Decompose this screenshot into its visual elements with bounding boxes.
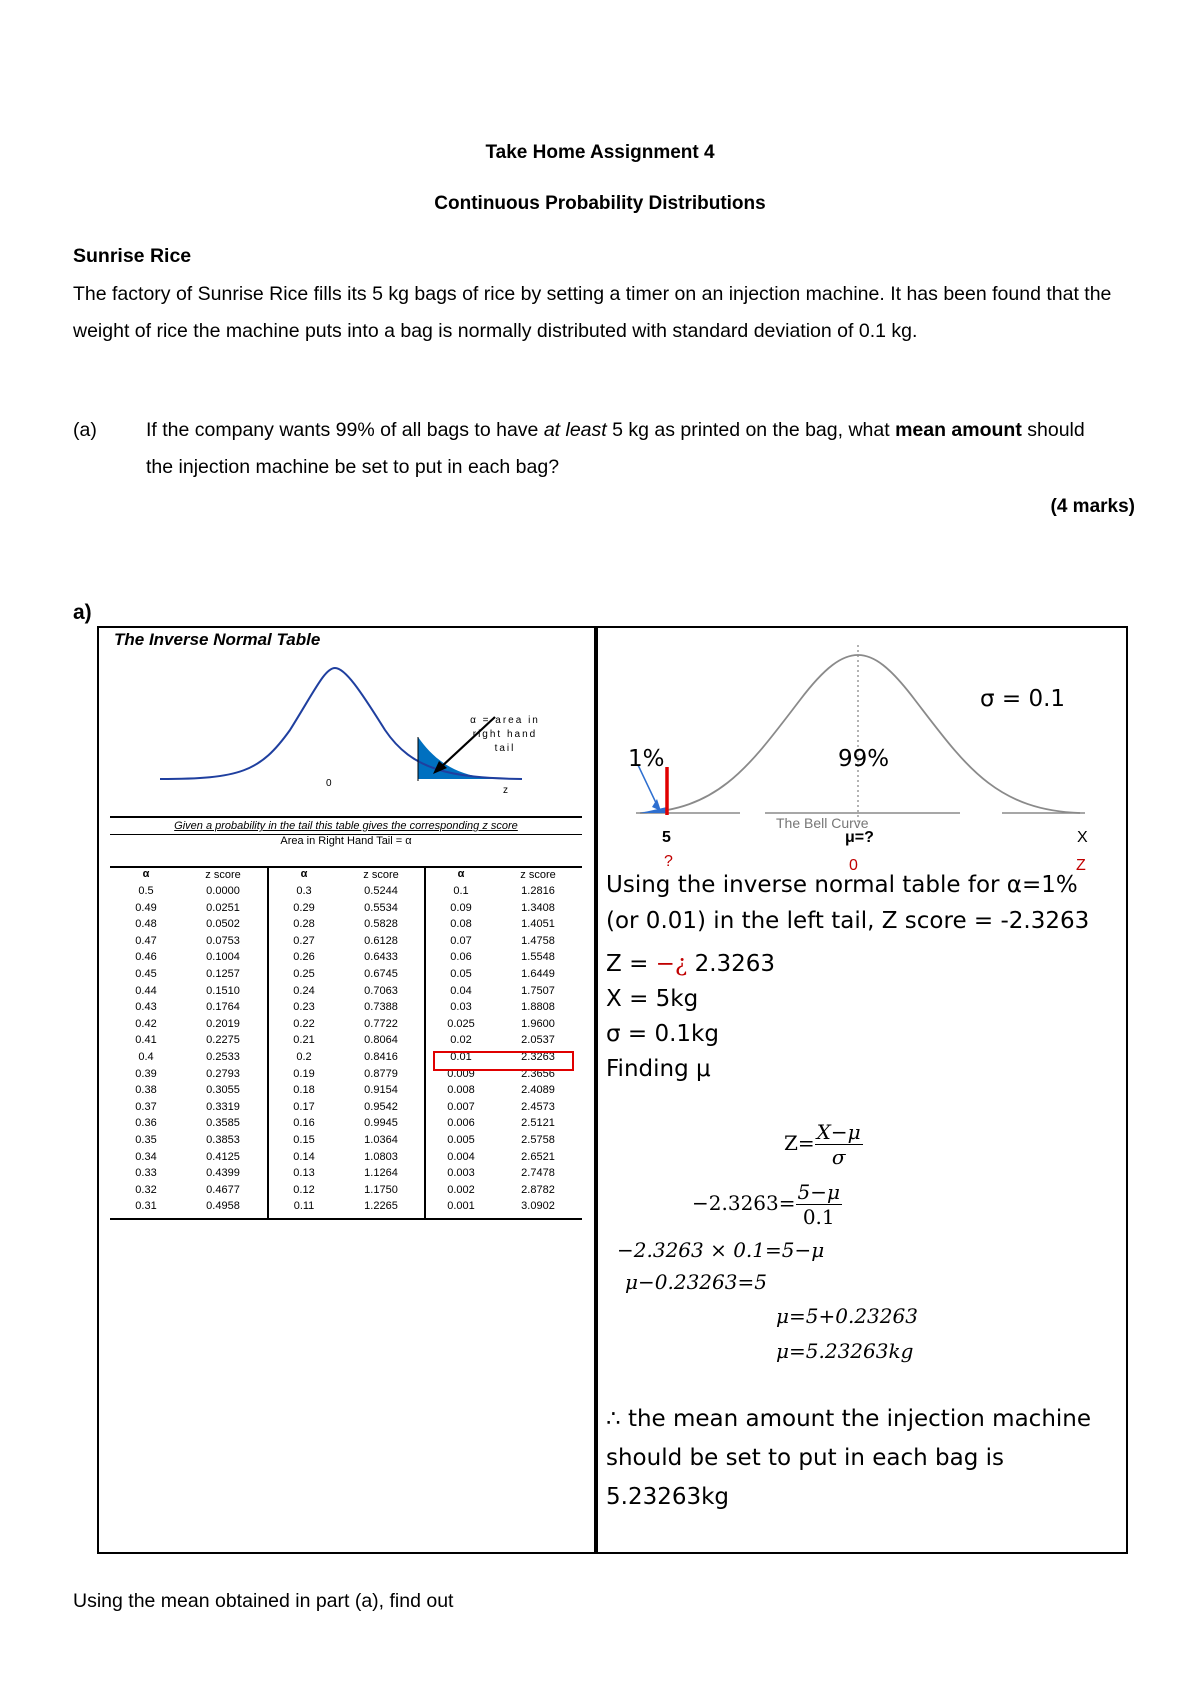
table-cell-z: 2.3656 bbox=[521, 1067, 555, 1080]
table-cell-alpha: 0.17 bbox=[293, 1100, 315, 1113]
table-cell-alpha: 0.05 bbox=[450, 968, 472, 980]
table-cell-z: 1.3408 bbox=[521, 901, 555, 914]
z-value: 2.3263 bbox=[687, 951, 776, 977]
x-label-mu: μ=? bbox=[845, 829, 874, 846]
table-cell-z: 1.1750 bbox=[364, 1183, 398, 1196]
table-cell-z: 0.4677 bbox=[206, 1183, 240, 1196]
page-title: Take Home Assignment 4 bbox=[485, 142, 715, 163]
table-cell-z: 0.3853 bbox=[206, 1134, 240, 1146]
table-cell-alpha: 0.42 bbox=[135, 1017, 157, 1030]
z-label-z: Z bbox=[1076, 857, 1086, 874]
table-cell-alpha: 0.11 bbox=[293, 1200, 315, 1213]
table-cell-alpha: 0.28 bbox=[293, 918, 315, 931]
table-cell-z: 0.1257 bbox=[206, 968, 240, 980]
table-cell-z: 0.8064 bbox=[364, 1034, 398, 1047]
table-cell-z: 0.0000 bbox=[206, 885, 240, 897]
table-cell-z: 0.1764 bbox=[206, 1001, 240, 1014]
table-cell-alpha: 0.06 bbox=[450, 951, 472, 964]
table-cell-z: 0.6128 bbox=[364, 934, 398, 947]
table-cell-alpha: 0.35 bbox=[135, 1134, 157, 1146]
table-header-alpha: α bbox=[457, 868, 465, 880]
table-cell-alpha: 0.43 bbox=[135, 1001, 157, 1014]
table-subcaption: Area in Right Hand Tail = α bbox=[280, 835, 412, 847]
z-label-zero: 0 bbox=[849, 857, 858, 874]
table-cell-alpha: 0.13 bbox=[293, 1167, 315, 1180]
table-cell-alpha: 0.025 bbox=[447, 1017, 475, 1030]
table-cell-alpha: 0.1 bbox=[453, 885, 469, 897]
table-cell-alpha: 0.29 bbox=[293, 901, 315, 914]
table-cell-alpha: 0.002 bbox=[447, 1183, 475, 1196]
formula-step4: μ−0.23263=5 bbox=[625, 1270, 767, 1294]
table-cell-z: 1.1264 bbox=[364, 1167, 398, 1180]
table-cell-z: 0.4399 bbox=[206, 1167, 240, 1180]
working-sigma: σ = 0.1kg bbox=[606, 1021, 719, 1047]
table-cell-alpha: 0.3 bbox=[296, 885, 312, 897]
table-header-alpha: α bbox=[142, 868, 150, 880]
table-cell-z: 2.7478 bbox=[521, 1167, 555, 1180]
table-cell-z: 0.5244 bbox=[364, 885, 398, 897]
table-cell-z: 0.0753 bbox=[206, 934, 240, 947]
table-cell-z: 1.0803 bbox=[364, 1150, 398, 1163]
part-a-emphasis: at least bbox=[543, 419, 607, 441]
table-cell-z: 0.0251 bbox=[206, 901, 240, 914]
table-cell-z: 0.2019 bbox=[206, 1017, 240, 1030]
table-header-z: z score bbox=[205, 869, 241, 881]
table-cell-alpha: 0.33 bbox=[135, 1167, 157, 1180]
problem-body: The factory of Sunrise Rice fills its 5 kg bags of rice by setting a timer on an injection machine. It has been found that the weight of rice the machine puts into a bag is normally distributed with standard deviation of 0.1 kg. bbox=[73, 283, 1112, 342]
table-cell-alpha: 0.07 bbox=[450, 934, 472, 947]
table-cell-alpha: 0.4 bbox=[138, 1051, 154, 1063]
table-cell-z: 1.2816 bbox=[521, 885, 555, 897]
formula-step5: μ=5+0.23263 bbox=[776, 1304, 918, 1328]
table-cell-alpha: 0.44 bbox=[135, 984, 157, 997]
table-cell-alpha: 0.31 bbox=[135, 1200, 157, 1213]
table-cell-z: 0.9945 bbox=[364, 1117, 398, 1130]
axis-zero: 0 bbox=[326, 778, 332, 789]
table-cell-alpha: 0.001 bbox=[447, 1200, 475, 1213]
table-cell-z: 0.1510 bbox=[206, 984, 240, 997]
table-cell-z: 0.4125 bbox=[206, 1150, 240, 1163]
bell-curve bbox=[640, 655, 1080, 813]
part-a-post: should the injection machine be set to put in each bag? bbox=[146, 419, 1085, 478]
working-intro: Using the inverse normal table for α=1% (or 0.01) in the left tail, Z score = -2.3263 bbox=[606, 872, 1090, 934]
table-cell-alpha: 0.34 bbox=[135, 1150, 157, 1163]
table-cell-alpha: 0.005 bbox=[447, 1134, 475, 1146]
table-caption: Given a probability in the tail this table gives the corresponding z score bbox=[174, 820, 518, 832]
table-cell-alpha: 0.46 bbox=[135, 951, 157, 964]
table-cell-z: 0.5828 bbox=[364, 918, 398, 931]
table-cell-alpha: 0.01 bbox=[450, 1051, 472, 1063]
table-cell-alpha: 0.22 bbox=[293, 1017, 315, 1030]
table-cell-z: 3.0902 bbox=[521, 1200, 555, 1213]
part-a-pre: If the company wants 99% of all bags to have bbox=[146, 419, 544, 441]
table-cell-alpha: 0.14 bbox=[293, 1150, 315, 1163]
problem-heading: Sunrise Rice bbox=[73, 245, 192, 267]
part-a-bold: mean amount bbox=[895, 419, 1022, 441]
table-cell-z: 2.0537 bbox=[521, 1034, 555, 1047]
conclusion: ∴ the mean amount the injection machine should be set to put in each bag is 5.23263kg bbox=[606, 1406, 1092, 1510]
table-cell-z: 1.7507 bbox=[521, 984, 555, 997]
table-cell-alpha: 0.47 bbox=[135, 934, 157, 947]
left-percent: 1% bbox=[628, 746, 665, 772]
part-a-mid: 5 kg as printed on the bag, what bbox=[606, 419, 896, 441]
table-cell-z: 2.3263 bbox=[521, 1051, 555, 1063]
table-cell-z: 2.5758 bbox=[521, 1134, 555, 1146]
table-cell-alpha: 0.45 bbox=[135, 968, 157, 980]
table-cell-alpha: 0.12 bbox=[293, 1183, 315, 1196]
table-cell-z: 0.3585 bbox=[206, 1117, 240, 1130]
highlight-box bbox=[433, 1051, 574, 1071]
axis-z: z bbox=[503, 785, 508, 796]
table-header-z: z score bbox=[520, 869, 556, 881]
table-cell-z: 0.9542 bbox=[364, 1100, 398, 1113]
table-cell-z: 0.1004 bbox=[206, 951, 240, 964]
table-cell-z: 2.5121 bbox=[521, 1117, 555, 1130]
table-cell-alpha: 0.008 bbox=[447, 1084, 475, 1097]
table-cell-z: 1.4051 bbox=[521, 918, 555, 931]
z-minus: −¿ bbox=[655, 951, 688, 977]
faded-caption: The Bell Curve bbox=[776, 818, 869, 828]
table-cell-alpha: 0.36 bbox=[135, 1117, 157, 1130]
table-cell-z: 0.7722 bbox=[364, 1017, 398, 1030]
center-percent: 99% bbox=[838, 746, 890, 772]
table-cell-z: 0.2275 bbox=[206, 1034, 240, 1047]
formula-step3: −2.3263 × 0.1=5−μ bbox=[617, 1238, 825, 1262]
table-cell-z: 0.6745 bbox=[364, 968, 398, 980]
table-cell-z: 0.7388 bbox=[364, 1001, 398, 1014]
table-header-alpha: α bbox=[300, 868, 308, 880]
table-cell-alpha: 0.19 bbox=[293, 1067, 315, 1080]
table-cell-alpha: 0.27 bbox=[293, 934, 315, 947]
table-cell-z: 0.2793 bbox=[206, 1067, 240, 1080]
table-cell-z: 0.0502 bbox=[206, 918, 240, 931]
table-cell-z: 0.4958 bbox=[206, 1200, 240, 1213]
x-label-five: 5 bbox=[662, 829, 671, 846]
marks: (4 marks) bbox=[1050, 496, 1135, 517]
table-cell-alpha: 0.39 bbox=[135, 1067, 157, 1080]
table-cell-z: 0.7063 bbox=[364, 984, 398, 997]
table-cell-z: 0.8779 bbox=[364, 1067, 398, 1080]
sigma-label: σ = 0.1 bbox=[980, 686, 1066, 712]
table-cell-alpha: 0.38 bbox=[135, 1084, 157, 1097]
table-cell-alpha: 0.09 bbox=[450, 901, 472, 914]
table-cell-z: 1.0364 bbox=[364, 1134, 398, 1146]
table-cell-z: 0.2533 bbox=[206, 1051, 240, 1063]
table-header-z: z score bbox=[363, 869, 399, 881]
table-cell-z: 0.3055 bbox=[206, 1084, 240, 1097]
table-cell-alpha: 0.18 bbox=[293, 1084, 315, 1097]
z-label-question: ? bbox=[664, 853, 673, 870]
table-cell-z: 2.4573 bbox=[521, 1100, 555, 1113]
table-cell-z: 0.9154 bbox=[364, 1084, 398, 1097]
table-cell-alpha: 0.04 bbox=[450, 984, 472, 997]
table-cell-alpha: 0.2 bbox=[296, 1051, 312, 1063]
table-cell-alpha: 0.16 bbox=[293, 1117, 315, 1130]
table-cell-z: 1.4758 bbox=[521, 934, 555, 947]
table-cell-alpha: 0.009 bbox=[447, 1067, 475, 1080]
table-cell-alpha: 0.37 bbox=[135, 1100, 157, 1113]
formula-z: Z= $\frac{X-\mu}{\sigma}$ bbox=[784, 1120, 861, 1169]
table-cell-alpha: 0.08 bbox=[450, 918, 472, 931]
table-cell-alpha: 0.48 bbox=[135, 918, 157, 931]
table-cell-z: 1.9600 bbox=[521, 1017, 555, 1030]
table-cell-alpha: 0.03 bbox=[450, 1001, 472, 1014]
working-finding: Finding μ bbox=[606, 1056, 711, 1082]
page-subtitle: Continuous Probability Distributions bbox=[434, 193, 766, 214]
footer-text: Using the mean obtained in part (a), find out bbox=[73, 1590, 454, 1612]
table-cell-alpha: 0.21 bbox=[293, 1034, 315, 1047]
table-cell-alpha: 0.004 bbox=[447, 1150, 475, 1163]
table-cell-alpha: 0.5 bbox=[138, 885, 154, 897]
part-a-label: (a) bbox=[73, 419, 97, 441]
table-cell-alpha: 0.41 bbox=[135, 1034, 157, 1047]
table-cell-alpha: 0.32 bbox=[135, 1183, 157, 1196]
table-cell-alpha: 0.25 bbox=[293, 968, 315, 980]
curve-label: α = area in right hand tail bbox=[470, 715, 540, 754]
table-cell-alpha: 0.24 bbox=[293, 984, 315, 997]
table-cell-z: 1.5548 bbox=[521, 951, 555, 964]
table-cell-z: 0.5534 bbox=[364, 901, 398, 914]
table-cell-alpha: 0.006 bbox=[447, 1117, 475, 1130]
table-cell-z: 1.8808 bbox=[521, 1001, 555, 1014]
x-label-x: X bbox=[1077, 829, 1088, 846]
table-cell-z: 1.2265 bbox=[364, 1200, 398, 1213]
formula-result: μ=5.23263kg bbox=[776, 1339, 914, 1363]
table-cell-alpha: 0.02 bbox=[450, 1034, 472, 1047]
table-cell-alpha: 0.49 bbox=[135, 901, 157, 914]
table-cell-z: 2.4089 bbox=[521, 1084, 555, 1097]
table-cell-alpha: 0.26 bbox=[293, 951, 315, 964]
z-pre: Z = bbox=[606, 951, 656, 977]
table-cell-alpha: 0.007 bbox=[447, 1100, 475, 1113]
working-z bbox=[606, 946, 775, 982]
table-cell-z: 2.8782 bbox=[521, 1183, 555, 1196]
table-cell-z: 2.6521 bbox=[521, 1150, 555, 1163]
working-x: X = 5kg bbox=[606, 986, 699, 1012]
inverse-table-title: The Inverse Normal Table bbox=[114, 630, 321, 649]
table-cell-z: 0.8416 bbox=[364, 1051, 398, 1063]
table-cell-z: 0.6433 bbox=[364, 951, 398, 964]
table-cell-z: 1.6449 bbox=[521, 968, 555, 980]
table-cell-alpha: 0.23 bbox=[293, 1001, 315, 1014]
part-a-question bbox=[146, 412, 1086, 486]
table-cell-alpha: 0.003 bbox=[447, 1167, 475, 1180]
answer-label: a) bbox=[73, 601, 92, 624]
table-cell-alpha: 0.15 bbox=[293, 1134, 315, 1146]
table-cell-z: 0.3319 bbox=[206, 1100, 240, 1113]
formula-sub: −2.3263= $\frac{5-\mu}{0.1}$ bbox=[692, 1180, 840, 1229]
